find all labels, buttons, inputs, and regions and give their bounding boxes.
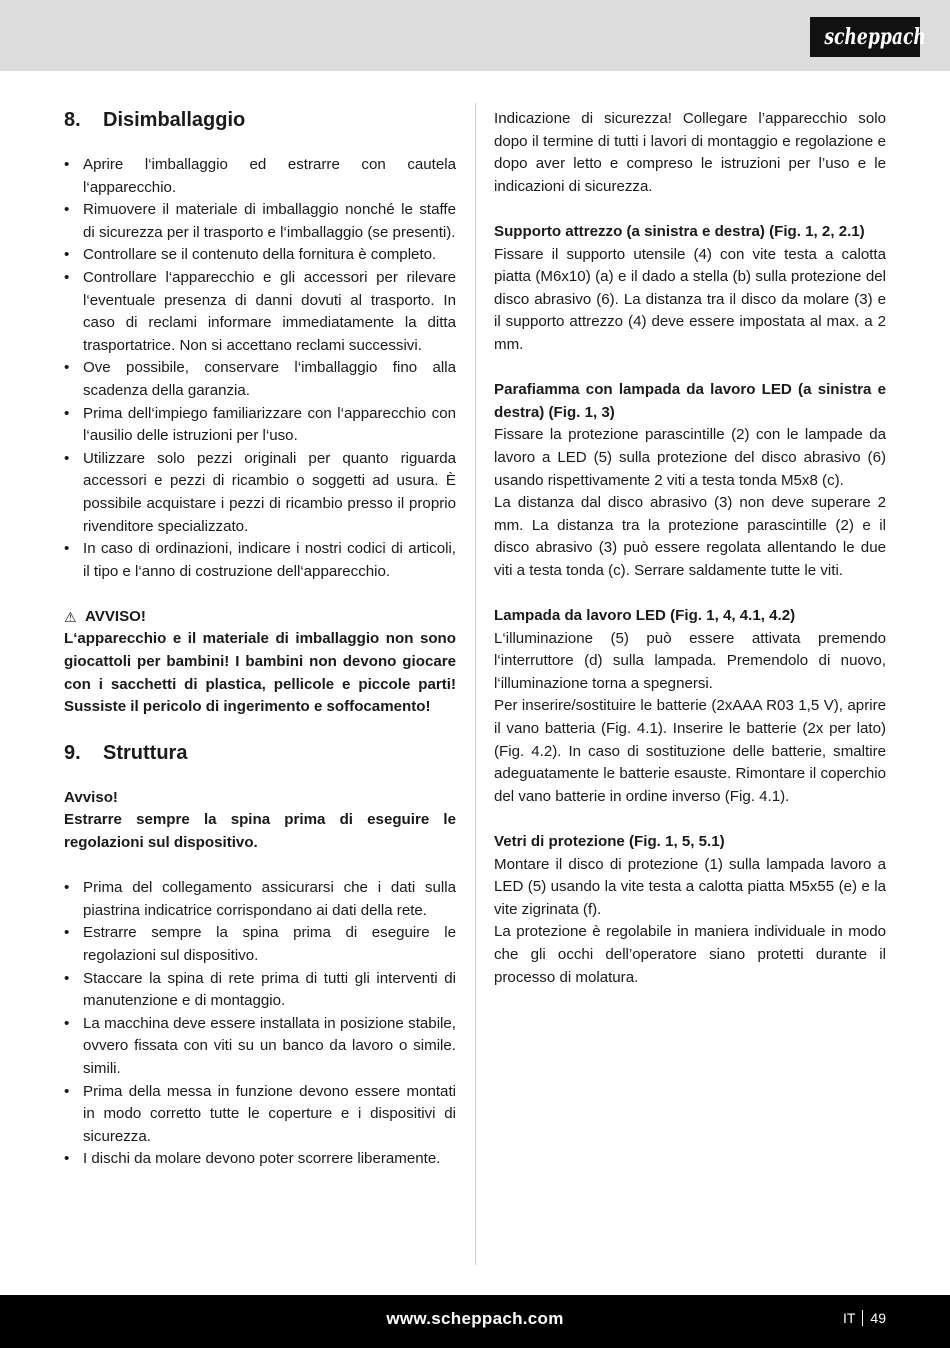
list-item: • Prima del collegamento assicurarsi che i dati sulla piastrina indicatrice corrispondano ai dati della rete.: [64, 877, 456, 922]
section-9-heading: 9. Struttura: [64, 741, 188, 764]
eye-shield-title: Vetri di protezione (Fig. 1, 5, 5.1): [494, 833, 725, 850]
list-item: • Prima dell‘impiego familiarizzare con l‘apparecchio con l‘ausilio delle istruzioni per l‘uso.: [64, 403, 456, 448]
notice-text: Estrarre sempre la spina prima di eseguire le regolazioni sul dispositivo.: [64, 811, 456, 852]
brand-logo: scheppach: [810, 17, 920, 57]
list-item: • Controllare l‘apparecchio e gli accessori per rilevare l‘eventuale presenza di danni dovuti al trasporto. In caso di reclami informare immediatamente la ditta trasportatrice. Non si accettano reclami successivi.: [64, 267, 456, 357]
unpacking-list: [64, 154, 456, 583]
notice-title: Avviso!: [64, 788, 118, 806]
led-lamp-text: L‘illuminazione (5) può essere attivata premendo l‘interruttore (d) sulla lampada. Premendolo di nuovo, l‘illuminazione torna a spegnersi.: [494, 629, 886, 692]
header-bar: [0, 0, 950, 71]
tool-rest-text: Fissare il supporto utensile (4) con vite testa a calotta piatta (M6x10) (a) e il dado a stella (b) sulla protezione del disco abrasivo (6). La distanza tra il disco da molare (3) e il supporto attrezzo (4) deve essere impostata al max. a 2 mm.: [494, 245, 886, 353]
list-item: • Utilizzare solo pezzi originali per quanto riguarda accessori e pezzi di ricambio o soggetti ad usura. È possibile acquistare i pezzi di ricambio presso il proprio rivenditore specializzato.: [64, 448, 456, 538]
list-item: • Rimuovere il materiale di imballaggio nonché le staffe di sicurezza per il trasporto e l‘imballaggio (se presenti).: [64, 199, 456, 244]
list-item: • Prima della messa in funzione devono essere montati in modo corretto tutte le coperture e i dispositivi di sicurezza.: [64, 1081, 456, 1149]
structure-list: [64, 877, 456, 1171]
column-divider: [475, 103, 476, 1265]
warning-icon: ⚠: [64, 608, 77, 625]
left-column: [64, 108, 456, 1171]
eye-shield-text: La protezione è regolabile in maniera individuale in modo che gli occhi dell’operatore siano protetti durante il processo di molatura.: [494, 923, 886, 986]
list-item: • Estrarre sempre la spina prima di eseguire le regolazioni sul dispositivo.: [64, 922, 456, 967]
led-lamp-title: Lampada da lavoro LED (Fig. 1, 4, 4.1, 4.2): [494, 607, 796, 625]
list-item: • Controllare se il contenuto della fornitura è completo.: [64, 244, 456, 267]
list-item: • Aprire l‘imballaggio ed estrarre con cautela l‘apparecchio.: [64, 154, 456, 199]
warning-text: L‘apparecchio e il materiale di imballaggio non sono giocattoli per bambini! I bambini non devono giocare con i sacchetti di plastica, pellicole e piccole parti! Sussiste il pericolo di ingerimento e soffocamento!: [64, 630, 456, 716]
list-item: • I dischi da molare devono poter scorrere liberamente.: [64, 1148, 456, 1171]
page-indicator: [843, 1310, 886, 1326]
list-item: • Staccare la spina di rete prima di tutti gli interventi di manutenzione e di montaggio.: [64, 968, 456, 1013]
spark-guard-text: Fissare la protezione parascintille (2) con le lampade da lavoro a LED (5) sulla protezione del disco abrasivo (6) usando rispettivamente 2 viti a testa tonda M5x8 (c).: [494, 426, 886, 489]
warning-heading: ⚠ AVVISO!: [64, 606, 456, 629]
led-lamp-text: Per inserire/sostituire le batterie (2xAAA R03 1,5 V), aprire il vano batteria (Fig. 4.1). Inserire le batterie (2x per lato) (Fig. 4.2). In caso di sostituzione delle batterie, smaltire adeguatamente le batterie esauste. Rimontare il coperchio del vano batterie in ordine inverso (Fig. 4.1).: [494, 697, 886, 805]
list-item: • La macchina deve essere installata in posizione stabile, ovvero fissata con viti su un banco da lavoro o simile. simili.: [64, 1013, 456, 1081]
list-item: • In caso di ordinazioni, indicare i nostri codici di articoli, il tipo e l‘anno di costruzione dell‘apparecchio.: [64, 538, 456, 583]
page-number: 49: [870, 1310, 886, 1326]
website-url: www.scheppach.com: [386, 1309, 564, 1328]
eye-shield-text: Montare il disco di protezione (1) sulla lampada lavoro a LED (5) usando la vite testa a calotta piatta M5x55 (e) e la vite zigrinata (f).: [494, 855, 886, 918]
tool-rest-title: Supporto attrezzo (a sinistra e destra) (Fig. 1, 2, 2.1): [494, 222, 865, 240]
footer-bar: [0, 1295, 950, 1348]
spark-guard-text: La distanza dal disco abrasivo (3) non deve superare 2 mm. La distanza tra la protezione parascintille (2) e il disco abrasivo (3) può essere regolata allentando le due viti a testa tonda (c). Serrare saldamente tutte le viti.: [494, 494, 886, 579]
spark-guard-title: Parafiamma con lampada da lavoro LED (a sinistra e destra) (Fig. 1, 3): [494, 381, 886, 421]
language-code: IT: [842, 1310, 856, 1326]
section-8-heading: 8. Disimballaggio: [64, 109, 246, 131]
right-column: [494, 108, 886, 989]
list-item: • Ove possibile, conservare l‘imballaggio fino alla scadenza della garanzia.: [64, 357, 456, 402]
safety-intro: Indicazione di sicurezza! Collegare l’apparecchio solo dopo il termine di tutti i lavori di montaggio e regolazione e dopo aver letto e compreso le istruzioni per l’uso e le indicazioni di sicurezza.: [494, 110, 886, 195]
